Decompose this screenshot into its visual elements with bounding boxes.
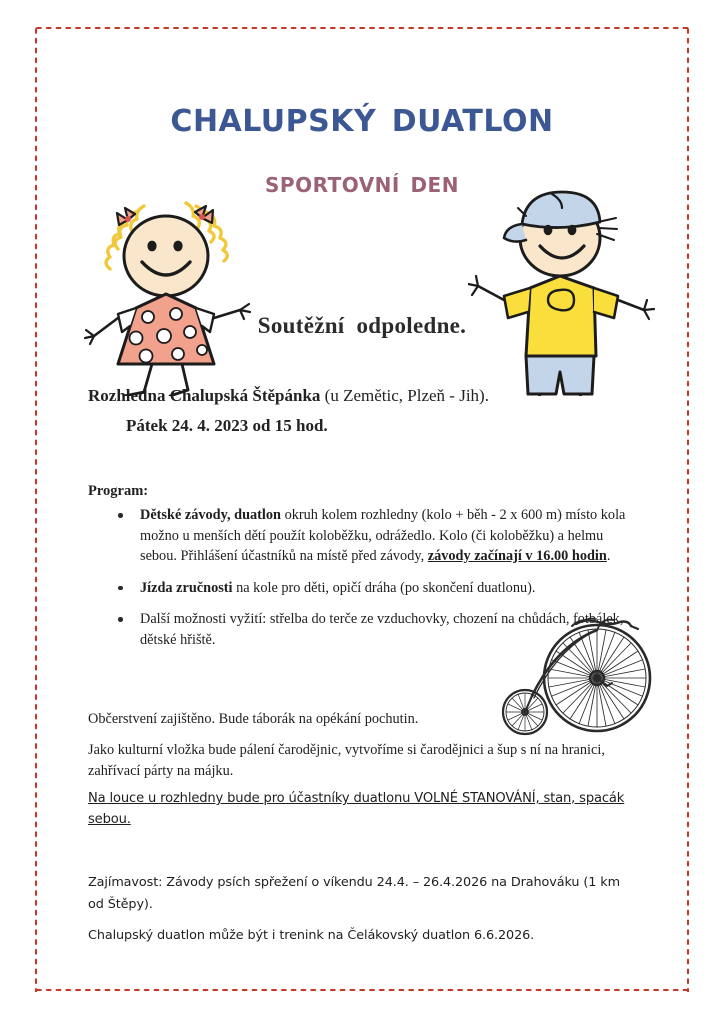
item-emphasis: závody začínají v 16.00 hodin	[427, 548, 607, 564]
note-refreshments: Občerstvení zajištěno. Bude táborák na opékání pochutin.	[88, 711, 419, 727]
item-bold-lead: Jízda zručnosti	[140, 579, 233, 596]
note-culture: Jako kulturní vložka bude pálení čarodějnic, vytvoříme si čarodějnici a šup s ní na hranici, zahřívací párty na májku.	[88, 742, 605, 779]
note-camping: Na louce u rozhledny bude pro účastníky duatlonu VOLNÉ STANOVÁNÍ, stan, spacák sebou.	[88, 791, 625, 827]
item-bold-lead: Dětské závody, duatlon	[140, 507, 282, 523]
event-headline-right: odpoledne.	[356, 313, 467, 338]
venue-name: Rozhledna Chalupská Štěpánka	[88, 386, 321, 405]
venue-detail: (u Zemětic, Plzeň - Jih).	[320, 386, 489, 405]
item-text-tail: .	[606, 548, 611, 564]
poster-title: chalupský duatlon	[170, 92, 554, 142]
penny-farthing-bicycle-illustration	[494, 612, 664, 740]
item-text: na kole pro děti, opičí dráha (po skončení duatlonu).	[232, 579, 536, 596]
list-item	[112, 505, 640, 567]
program-label: Program:	[88, 483, 149, 499]
event-date: Pátek 24. 4. 2023 od 15 hod.	[126, 416, 328, 435]
poster-subtitle: sportovní den	[265, 165, 459, 199]
item-text: okruh kolem rozhledny (kolo + běh - 2 x 600 m) místo kola možno u menších dětí použít koloběžku, odrážedlo. Kolo (či koloběžku) a helmu sebou. Přihlášení účastníků na místě před závody,	[140, 507, 626, 564]
event-headline-left: Soutěžní	[257, 313, 345, 338]
note-dogsled-race: Zajímavost: Závody psích spřežení o víkendu 24.4. – 26.4.2026 na Drahováku (1 km od Štěpy).	[88, 875, 620, 912]
boy-illustration	[468, 176, 668, 396]
girl-illustration	[78, 186, 278, 396]
note-training: Chalupský duatlon může být i trenink na Čelákovský duatlon 6.6.2026.	[88, 928, 535, 943]
item-text: Další možnosti vyžití: střelba do terče ze vzduchovky, chození na chůdách, fotbálek, dětské hřiště.	[140, 611, 624, 648]
list-item	[112, 578, 640, 599]
